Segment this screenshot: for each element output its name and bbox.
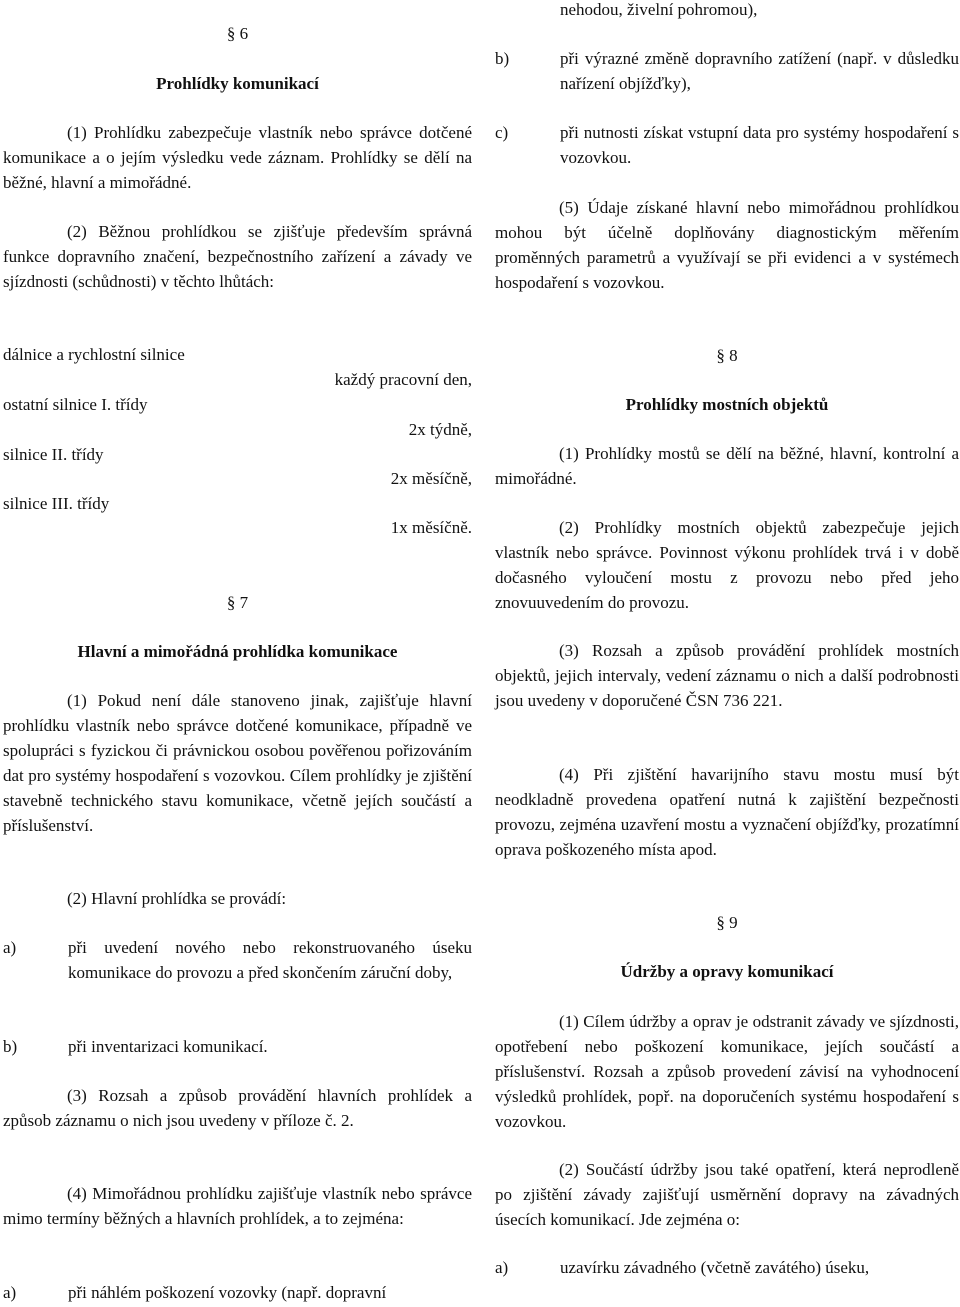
list-item-text: při výrazné změně dopravního zatížení (např. v důsledku nařízení objížďky), — [560, 49, 959, 93]
section-6-paragraph-1: (1) Prohlídku zabezpečuje vlastník nebo správce dotčené komunikace a o jejím výsledku vede záznam. Prohlídky se dělí na běžné, hlavní a mimořádné. — [3, 123, 472, 192]
schedule-road-type: silnice III. třídy — [3, 494, 110, 513]
list-item — [495, 1255, 959, 1280]
list-item-text: při inventarizaci komunikací. — [68, 1037, 268, 1056]
schedule-road-type: dálnice a rychlostní silnice — [3, 345, 185, 364]
section-7-paragraph-2: (2) Hlavní prohlídka se provádí: — [67, 889, 287, 908]
schedule-frequency: 2x týdně, — [408, 420, 472, 439]
section-6-number: § 6 — [226, 24, 249, 43]
list-item — [3, 1280, 472, 1305]
section-9-paragraph-1: (1) Cílem údržby a oprav je odstranit závady ve sjízdnosti, opotřebení nebo poškození komunikace, jejích součástí a příslušenství. Rozsah a způsob provedení závisí na vyhodnocení výsledků prohlídek, popř. na doporučeních systému hospodaření s vozovkou. — [495, 1012, 959, 1131]
section-6-title: Prohlídky komunikací — [156, 74, 319, 93]
section-7-paragraph-1: (1) Pokud není dále stanoveno jinak, zajišťuje hlavní prohlídku vlastník nebo správce dotčené komunikace, případně ve spolupráci s fyzickou či právnickou osobou pověřenou pořizováním dat pro systémy hospodaření s vozovkou. Cílem prohlídky je zjištění stavebně technického stavu komunikace, včetně jejích součástí a příslušenství. — [3, 691, 472, 835]
section-9-title: Údržby a opravy komunikací — [620, 962, 834, 981]
section-7-paragraph-4: (4) Mimořádnou prohlídku zajišťuje vlastník nebo správce mimo termíny běžných a hlavních prohlídek, a to zejména: — [3, 1184, 472, 1228]
section-8-paragraph-2: (2) Prohlídky mostních objektů zabezpečuje jejich vlastník nebo správce. Povinnost výkonu prohlídek trvá i v době dočasného vyloučení mostu z provozu nebo před jeho znovuuvedením do provozu. — [495, 518, 959, 612]
paragraph-5: (5) Údaje získané hlavní nebo mimořádnou prohlídkou mohou být účelně doplňovány diagnostickým měřením proměnných parametrů a využívají se při evidenci a v systémech hospodaření s vozovkou. — [495, 198, 959, 292]
schedule-road-type: silnice II. třídy — [3, 445, 104, 464]
section-8-paragraph-1: (1) Prohlídky mostů se dělí na běžné, hlavní, kontrolní a mimořádné. — [495, 444, 959, 488]
list-item-text: uzavírku závadného (včetně zavátého) úseku, — [560, 1258, 870, 1277]
section-8-number: § 8 — [716, 346, 738, 365]
section-6-paragraph-2: (2) Běžnou prohlídkou se zjišťuje především správná funkce dopravního značení, bezpečnostního zařízení a závady ve sjízdnosti (schůdnosti) v těchto lhůtách: — [3, 222, 472, 291]
list-item-text: při nutnosti získat vstupní data pro systémy hospodaření s vozovkou. — [560, 123, 959, 167]
list-item — [495, 46, 959, 96]
section-9-number: § 9 — [716, 913, 738, 932]
section-7-number: § 7 — [226, 593, 249, 612]
schedule-road-type: ostatní silnice I. třídy — [3, 395, 148, 414]
section-8-title: Prohlídky mostních objektů — [625, 395, 829, 414]
section-8-paragraph-4: (4) Při zjištění havarijního stavu mostu musí být neodkladně provedena opatření nutná k zajištění bezpečnosti provozu, zejména uzavření mostu a vyznačení objížďky, prozatímní oprava poškozeného místa apod. — [495, 765, 959, 859]
list-item-text: při náhlém poškození vozovky (např. dopravní — [68, 1283, 387, 1302]
list-item-label: a) — [3, 1283, 17, 1302]
list-item — [495, 120, 959, 170]
schedule-frequency: každý pracovní den, — [334, 370, 472, 389]
list-item-label: b) — [3, 1037, 18, 1056]
schedule-frequency: 2x měsíčně, — [390, 469, 472, 488]
list-item-text: při uvedení nového nebo rekonstruovaného úseku komunikace do provozu a před skončením záruční doby, — [68, 938, 472, 982]
section-8-paragraph-3: (3) Rozsah a způsob provádění prohlídek mostních objektů, jejich intervaly, vedení záznamu o nich a další podrobnosti jsou uvedeny v doporučené ČSN 736 221. — [495, 641, 959, 710]
list-item-label: c) — [495, 123, 509, 142]
list-item-label: b) — [495, 49, 510, 68]
list-item-label: a) — [495, 1258, 509, 1277]
continued-text: nehodou, živelní pohromou), — [560, 0, 758, 19]
list-item-label: a) — [3, 938, 17, 957]
schedule-frequency: 1x měsíčně. — [390, 518, 472, 537]
list-item — [3, 935, 472, 985]
section-9-paragraph-2: (2) Součástí údržby jsou také opatření, která neprodleně po zjištění závady zajišťují usměrnění dopravy na závadných úsecích komunikací. Jde zejména o: — [495, 1160, 959, 1229]
section-7-paragraph-3: (3) Rozsah a způsob provádění hlavních prohlídek a způsob záznamu o nich jsou uvedeny v příloze č. 2. — [3, 1086, 472, 1130]
list-item — [3, 1034, 472, 1059]
section-7-title: Hlavní a mimořádná prohlídka komunikace — [77, 642, 398, 661]
